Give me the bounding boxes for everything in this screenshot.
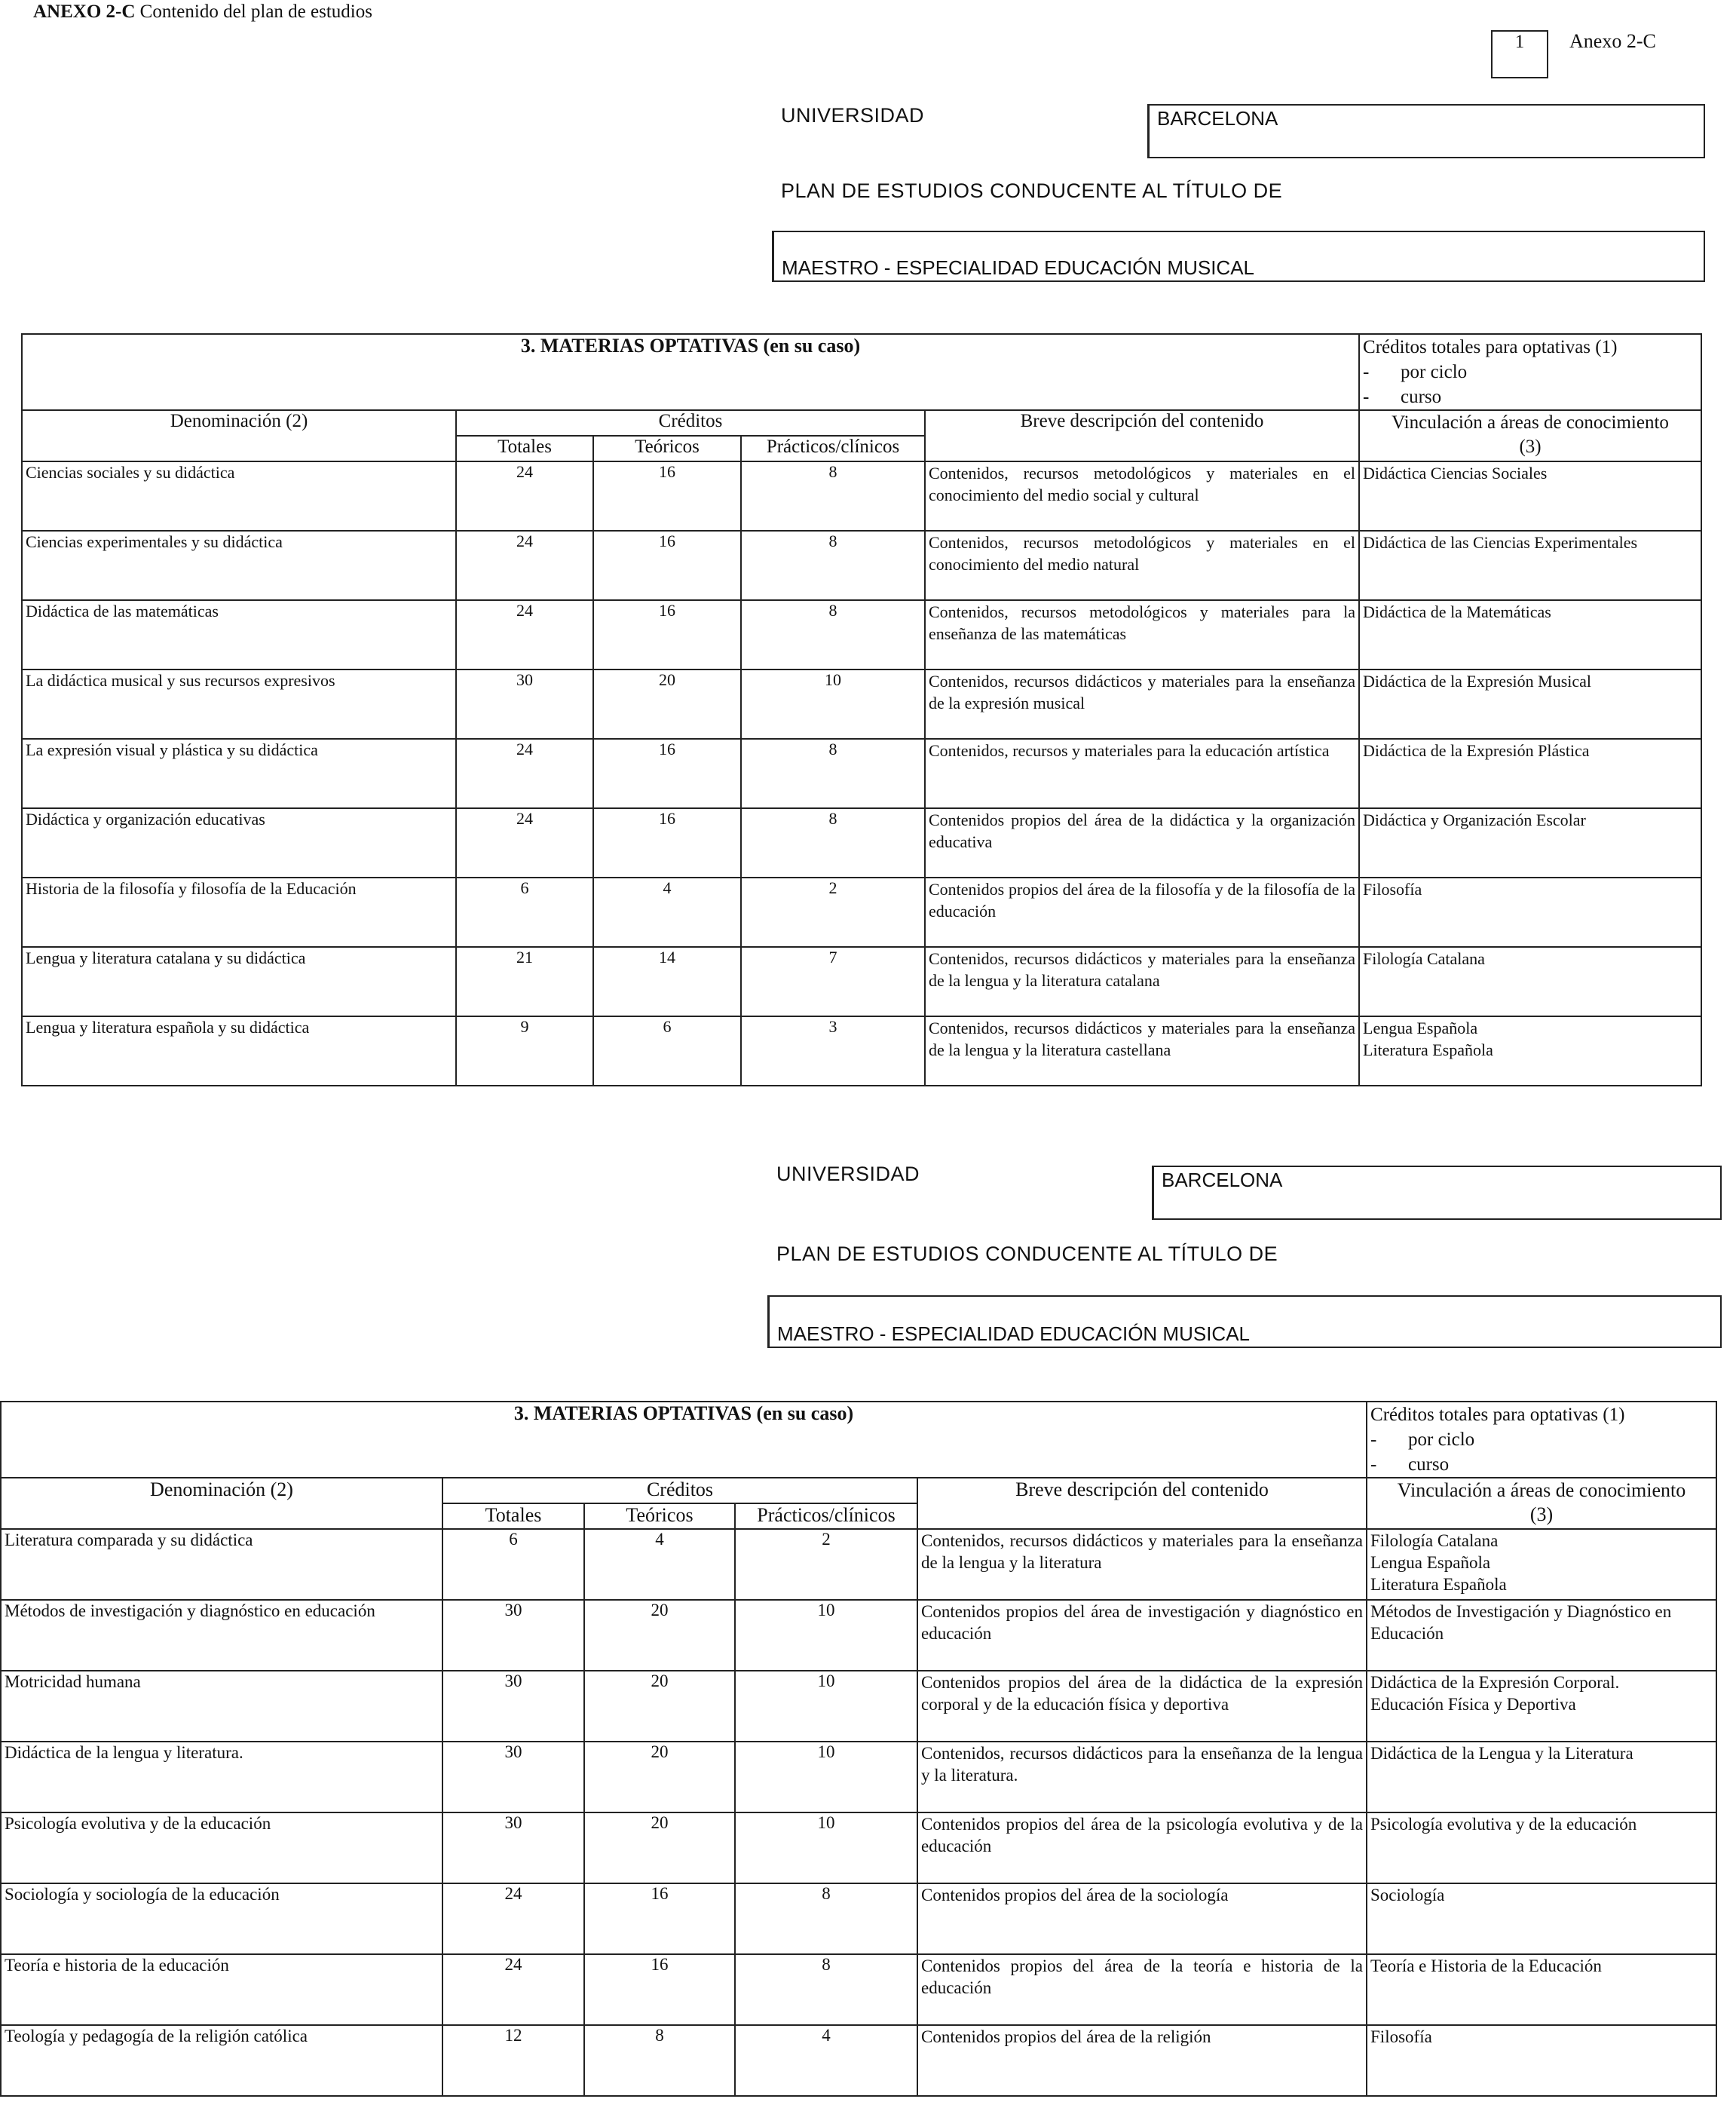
descripcion-cell: Contenidos propios del área de la didáctica y la organización educativa — [925, 808, 1359, 878]
descripcion-cell: Contenidos propios del área de investigación y diagnóstico en educación — [917, 1600, 1367, 1671]
practicos-cell: 10 — [735, 1812, 917, 1883]
totales-cell: 24 — [456, 461, 593, 531]
vinculacion-cell: Psicología evolutiva y de la educación — [1367, 1812, 1716, 1883]
practicos-cell: 7 — [741, 947, 925, 1016]
denominacion-cell: Ciencias sociales y su didáctica — [22, 461, 456, 531]
denominacion-cell: Sociología y sociología de la educación — [1, 1883, 442, 1954]
descripcion-cell: Contenidos, recursos didácticos para la enseñanza de la lengua y la literatura. — [917, 1742, 1367, 1812]
descripcion-cell: Contenidos propios del área de la religión — [917, 2025, 1367, 2096]
table-row — [1, 1529, 1716, 1600]
totales-cell: 9 — [456, 1016, 593, 1086]
totales-cell: 6 — [442, 1529, 584, 1600]
descripcion-cell: Contenidos, recursos metodológicos y materiales en el conocimiento del medio social y cultural — [925, 461, 1359, 531]
teoricos-cell: 16 — [584, 1883, 735, 1954]
teoricos-cell: 16 — [593, 808, 741, 878]
vinculacion-cell: Filología Catalana Lengua Española Literatura Española — [1367, 1529, 1716, 1600]
table-row — [1, 1671, 1716, 1742]
descripcion-cell: Contenidos propios del área de la teoría e historia de la educación — [917, 1954, 1367, 2025]
denominacion-cell: Ciencias experimentales y su didáctica — [22, 531, 456, 600]
denominacion-cell: Historia de la filosofía y filosofía de la Educación — [22, 878, 456, 947]
denominacion-cell: Didáctica de la lengua y literatura. — [1, 1742, 442, 1812]
denominacion-cell: Didáctica de las matemáticas — [22, 600, 456, 669]
col-totales-2: Totales — [442, 1503, 584, 1529]
totales-cell: 21 — [456, 947, 593, 1016]
col-creditos: Créditos — [456, 410, 925, 436]
practicos-cell: 8 — [741, 531, 925, 600]
descripcion-cell: Contenidos, recursos didácticos y materiales para la enseñanza de la lengua y la literatura castellana — [925, 1016, 1359, 1086]
universidad-field: BARCELONA — [1147, 104, 1705, 158]
denominacion-cell: Lengua y literatura catalana y su didáctica — [22, 947, 456, 1016]
descripcion-cell: Contenidos propios del área de la psicología evolutiva y de la educación — [917, 1812, 1367, 1883]
vinculacion-cell: Métodos de Investigación y Diagnóstico en Educación — [1367, 1600, 1716, 1671]
col-denominacion: Denominación (2) — [22, 410, 456, 461]
table-row — [1, 1812, 1716, 1883]
annex-description: Contenido del plan de estudios — [139, 2, 372, 22]
teoricos-cell: 6 — [593, 1016, 741, 1086]
page-number: 1 — [1514, 32, 1525, 52]
table-title: 3. MATERIAS OPTATIVAS (en su caso) — [22, 334, 1359, 410]
table-body-2 — [1, 1402, 1716, 2096]
vinculacion-cell: Didáctica de la Expresión Plástica — [1359, 739, 1701, 808]
practicos-cell: 8 — [741, 739, 925, 808]
vinculacion-cell: Filosofía — [1367, 2025, 1716, 2096]
practicos-cell: 8 — [741, 808, 925, 878]
descripcion-cell: Contenidos propios del área de la filosofía y de la filosofía de la educación — [925, 878, 1359, 947]
teoricos-cell: 8 — [584, 2025, 735, 2096]
optativas-table-2 — [0, 1401, 1717, 2097]
creditos-totales-label: Créditos totales para optativas (1) — [1363, 337, 1618, 357]
col-totales: Totales — [456, 436, 593, 461]
col-teoricos-2: Teóricos — [584, 1503, 735, 1529]
col-vinculacion-2: Vinculación a áreas de conocimiento (3) — [1367, 1478, 1716, 1529]
table-row — [1, 2025, 1716, 2096]
vinculacion-cell: Didáctica y Organización Escolar — [1359, 808, 1701, 878]
descripcion-cell: Contenidos, recursos metodológicos y materiales en el conocimiento del medio natural — [925, 531, 1359, 600]
totales-cell: 30 — [442, 1742, 584, 1812]
annex-header — [33, 2, 372, 23]
denominacion-cell: Literatura comparada y su didáctica — [1, 1529, 442, 1600]
table-body — [22, 334, 1701, 1086]
denominacion-cell: Lengua y literatura española y su didáctica — [22, 1016, 456, 1086]
curso-line-2: - curso — [1370, 1454, 1450, 1475]
descripcion-cell: Contenidos, recursos metodológicos y materiales para la enseñanza de las matemáticas — [925, 600, 1359, 669]
denominacion-cell: Teología y pedagogía de la religión católica — [1, 2025, 442, 2096]
optativas-table — [21, 333, 1702, 1086]
teoricos-cell: 16 — [593, 461, 741, 531]
totales-cell: 24 — [442, 1954, 584, 2025]
totales-cell: 24 — [456, 808, 593, 878]
annex-label: ANEXO 2-C — [33, 2, 136, 22]
table-row — [22, 669, 1701, 739]
titulo-field-2: MAESTRO - ESPECIALIDAD EDUCACIÓN MUSICAL — [767, 1295, 1722, 1348]
totales-cell: 12 — [442, 2025, 584, 2096]
totales-cell: 24 — [456, 600, 593, 669]
vinculacion-cell: Lengua Española Literatura Española — [1359, 1016, 1701, 1086]
creditos-totales-cell — [1359, 334, 1701, 410]
universidad-field-2: BARCELONA — [1152, 1166, 1722, 1220]
practicos-cell: 10 — [741, 669, 925, 739]
table-row — [22, 878, 1701, 947]
totales-cell: 30 — [442, 1812, 584, 1883]
vinculacion-cell: Didáctica de la Lengua y la Literatura — [1367, 1742, 1716, 1812]
col-denominacion-2: Denominación (2) — [1, 1478, 442, 1529]
vinculacion-cell: Didáctica de las Ciencias Experimentales — [1359, 531, 1701, 600]
table-title-2: 3. MATERIAS OPTATIVAS (en su caso) — [1, 1402, 1367, 1478]
denominacion-cell: Métodos de investigación y diagnóstico en educación — [1, 1600, 442, 1671]
practicos-cell: 8 — [735, 1883, 917, 1954]
teoricos-cell: 16 — [584, 1954, 735, 2025]
vinculacion-cell: Filología Catalana — [1359, 947, 1701, 1016]
vinculacion-cell: Teoría e Historia de la Educación — [1367, 1954, 1716, 2025]
denominacion-cell: Teoría e historia de la educación — [1, 1954, 442, 2025]
totales-cell: 30 — [442, 1671, 584, 1742]
table-row — [22, 531, 1701, 600]
annex-tag: Anexo 2-C — [1569, 30, 1656, 52]
denominacion-cell: Motricidad humana — [1, 1671, 442, 1742]
universidad-label: UNIVERSIDAD — [781, 104, 925, 127]
denominacion-cell: Psicología evolutiva y de la educación — [1, 1812, 442, 1883]
table-row — [22, 1016, 1701, 1086]
table-row — [22, 739, 1701, 808]
descripcion-cell: Contenidos propios del área de la didáctica de la expresión corporal y de la educación física y deportiva — [917, 1671, 1367, 1742]
teoricos-cell: 20 — [584, 1600, 735, 1671]
descripcion-cell: Contenidos propios del área de la sociología — [917, 1883, 1367, 1954]
creditos-totales-label-2: Créditos totales para optativas (1) — [1370, 1405, 1625, 1425]
col-creditos-2: Créditos — [442, 1478, 917, 1503]
teoricos-cell: 14 — [593, 947, 741, 1016]
col-descripcion-2: Breve descripción del contenido — [917, 1478, 1367, 1529]
curso-line: - curso — [1363, 387, 1442, 407]
practicos-cell: 8 — [735, 1954, 917, 2025]
universidad-label-2: UNIVERSIDAD — [776, 1163, 920, 1185]
teoricos-cell: 20 — [584, 1742, 735, 1812]
vinculacion-cell: Didáctica Ciencias Sociales — [1359, 461, 1701, 531]
table-row — [22, 808, 1701, 878]
table-row — [1, 1600, 1716, 1671]
table-row — [22, 947, 1701, 1016]
creditos-totales-cell-2 — [1367, 1402, 1716, 1478]
vinculacion-cell: Sociología — [1367, 1883, 1716, 1954]
teoricos-cell: 4 — [584, 1529, 735, 1600]
col-practicos: Prácticos/clínicos — [741, 436, 925, 461]
por-ciclo-line: - por ciclo — [1363, 362, 1468, 382]
table-row — [1, 1954, 1716, 2025]
practicos-cell: 4 — [735, 2025, 917, 2096]
vinculacion-cell: Didáctica de la Expresión Musical — [1359, 669, 1701, 739]
teoricos-cell: 20 — [584, 1671, 735, 1742]
denominacion-cell: Didáctica y organización educativas — [22, 808, 456, 878]
teoricos-cell: 16 — [593, 600, 741, 669]
vinculacion-cell: Didáctica de la Matemáticas — [1359, 600, 1701, 669]
por-ciclo-line-2: - por ciclo — [1370, 1429, 1475, 1450]
page-number-box — [1491, 30, 1548, 78]
totales-cell: 24 — [456, 531, 593, 600]
teoricos-cell: 16 — [593, 531, 741, 600]
totales-cell: 30 — [456, 669, 593, 739]
teoricos-cell: 20 — [593, 669, 741, 739]
practicos-cell: 8 — [741, 600, 925, 669]
table-row — [1, 1883, 1716, 1954]
descripcion-cell: Contenidos, recursos y materiales para la educación artística — [925, 739, 1359, 808]
plan-label-2: PLAN DE ESTUDIOS CONDUCENTE AL TÍTULO DE — [776, 1242, 1278, 1265]
practicos-cell: 8 — [741, 461, 925, 531]
totales-cell: 6 — [456, 878, 593, 947]
table-row — [22, 461, 1701, 531]
vinculacion-cell: Didáctica de la Expresión Corporal. Educación Física y Deportiva — [1367, 1671, 1716, 1742]
teoricos-cell: 20 — [584, 1812, 735, 1883]
col-practicos-2: Prácticos/clínicos — [735, 1503, 917, 1529]
col-vinculacion: Vinculación a áreas de conocimiento (3) — [1359, 410, 1701, 461]
practicos-cell: 10 — [735, 1671, 917, 1742]
descripcion-cell: Contenidos, recursos didácticos y materiales para la enseñanza de la lengua y la literatura — [917, 1529, 1367, 1600]
practicos-cell: 10 — [735, 1600, 917, 1671]
table-row — [1, 1742, 1716, 1812]
practicos-cell: 2 — [735, 1529, 917, 1600]
practicos-cell: 2 — [741, 878, 925, 947]
table-row — [22, 600, 1701, 669]
denominacion-cell: La didáctica musical y sus recursos expresivos — [22, 669, 456, 739]
vinculacion-cell: Filosofía — [1359, 878, 1701, 947]
col-teoricos: Teóricos — [593, 436, 741, 461]
descripcion-cell: Contenidos, recursos didácticos y materiales para la enseñanza de la expresión musical — [925, 669, 1359, 739]
totales-cell: 24 — [456, 739, 593, 808]
titulo-field: MAESTRO - ESPECIALIDAD EDUCACIÓN MUSICAL — [772, 231, 1705, 282]
plan-label: PLAN DE ESTUDIOS CONDUCENTE AL TÍTULO DE — [781, 179, 1283, 202]
denominacion-cell: La expresión visual y plástica y su didáctica — [22, 739, 456, 808]
totales-cell: 24 — [442, 1883, 584, 1954]
practicos-cell: 10 — [735, 1742, 917, 1812]
teoricos-cell: 16 — [593, 739, 741, 808]
totales-cell: 30 — [442, 1600, 584, 1671]
teoricos-cell: 4 — [593, 878, 741, 947]
col-descripcion: Breve descripción del contenido — [925, 410, 1359, 461]
practicos-cell: 3 — [741, 1016, 925, 1086]
descripcion-cell: Contenidos, recursos didácticos y materiales para la enseñanza de la lengua y la literatura catalana — [925, 947, 1359, 1016]
